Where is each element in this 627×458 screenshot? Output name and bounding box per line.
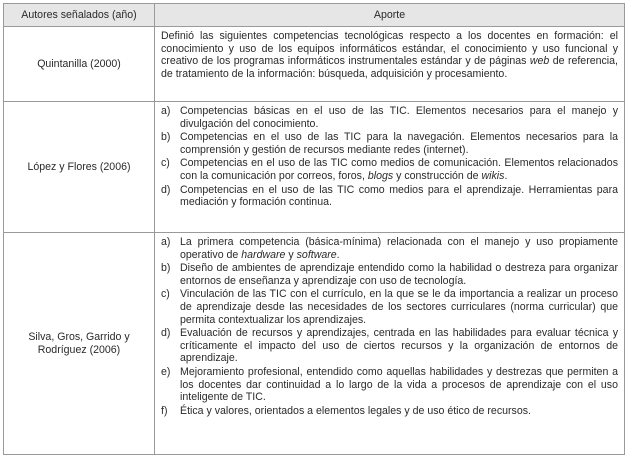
- competencies-table: [3, 3, 625, 455]
- author-cell: Quintanilla (2000): [4, 27, 155, 102]
- item-marker: f): [161, 404, 168, 417]
- item-text: Evaluación de recursos y aprendizajes, centrada en las habilidades para evaluar técnica y críticamente el impacto del uso de ciertos recursos y la organización de entornos de aprendizaje.: [180, 327, 618, 365]
- item-text: Mejoramiento profesional, entendido como aquellas habilidades y destrezas que permiten a los docentes dar continuidad a lo largo de la vida a procesos de aprendizaje con el uso inteligente de TIC.: [180, 365, 618, 404]
- italic-term: software: [296, 248, 337, 261]
- contribution-cell: [155, 233, 625, 455]
- item-marker: e): [161, 365, 171, 378]
- item-text: La primera competencia (básica-mínima) relacionada con el manejo y uso propiamente operativo de hardware y software.: [180, 236, 618, 261]
- header-authors: Autores señalados (año): [4, 4, 155, 27]
- list-item: [161, 405, 618, 418]
- list-item: [161, 157, 618, 182]
- contribution-text: Definió las siguientes competencias tecnológicas respecto a los docentes en formación: el conocimiento y uso de los equipos informáticos estándar, el conocimiento y uso funcional y creativo de los programas informáticos instrumentales estándar y de páginas web de referencia, de tratamiento de la información: búsqueda, adquisición y procesamiento.: [161, 30, 618, 80]
- list-item: [161, 327, 618, 365]
- item-text: Competencias básicas en el uso de las TIC. Elementos necesarios para el manejo y divulgación del conocimiento.: [180, 105, 618, 130]
- list-item: [161, 184, 618, 209]
- item-marker: b): [161, 131, 171, 144]
- item-marker: d): [161, 327, 171, 340]
- author-cell: López y Flores (2006): [4, 102, 155, 233]
- table-row: [4, 27, 625, 102]
- list-item: [161, 262, 618, 287]
- item-text: Competencias en el uso de las TIC como medios para el aprendizaje. Herramientas para mediación y formación continua.: [180, 183, 618, 209]
- header-row: [4, 4, 625, 27]
- contribution-cell: [155, 27, 625, 102]
- list-item: [161, 131, 618, 156]
- italic-term: wikis: [481, 169, 505, 182]
- italic-term: blogs: [367, 169, 394, 182]
- list-item: [161, 288, 618, 326]
- italic-term: web: [529, 55, 550, 68]
- item-marker: c): [161, 157, 170, 170]
- author-cell: Silva, Gros, Garrido y Rodríguez (2006): [4, 233, 155, 455]
- list-item: [161, 105, 618, 130]
- list-item: [161, 236, 618, 261]
- contribution-list: [161, 105, 618, 209]
- table-row: [4, 233, 625, 455]
- item-marker: a): [161, 105, 171, 117]
- contribution-list: [161, 236, 618, 417]
- contribution-cell: [155, 102, 625, 233]
- item-text: Competencias en el uso de las TIC para la navegación. Elementos necesarios para la comprensión y gestión de recursos mediante redes (internet).: [180, 131, 618, 156]
- table-row: [4, 102, 625, 233]
- item-marker: d): [161, 183, 171, 196]
- item-text: Vinculación de las TIC con el currículo, en la que se le da importancia a realizar un proceso de aprendizaje desde las necesidades de los sectores curriculares (norma curricular) que permita contextualizar los aprendizajes.: [180, 288, 618, 326]
- item-text: Competencias en el uso de las TIC como medios de comunicación. Elementos relacionados con la comunicación por correos, foros, blogs y construcción de wikis.: [180, 157, 618, 182]
- item-marker: c): [161, 288, 170, 301]
- item-marker: b): [161, 262, 171, 275]
- header-contribution: Aporte: [155, 4, 625, 27]
- item-marker: a): [161, 236, 171, 248]
- item-text: Ética y valores, orientados a elementos legales y de uso ético de recursos.: [180, 404, 531, 417]
- italic-term: hardware: [241, 248, 286, 261]
- list-item: [161, 366, 618, 404]
- item-text: Diseño de ambientes de aprendizaje entendido como la habilidad o destreza para organizar entornos de enseñanza y aprendizaje con uso de tecnología.: [180, 262, 618, 287]
